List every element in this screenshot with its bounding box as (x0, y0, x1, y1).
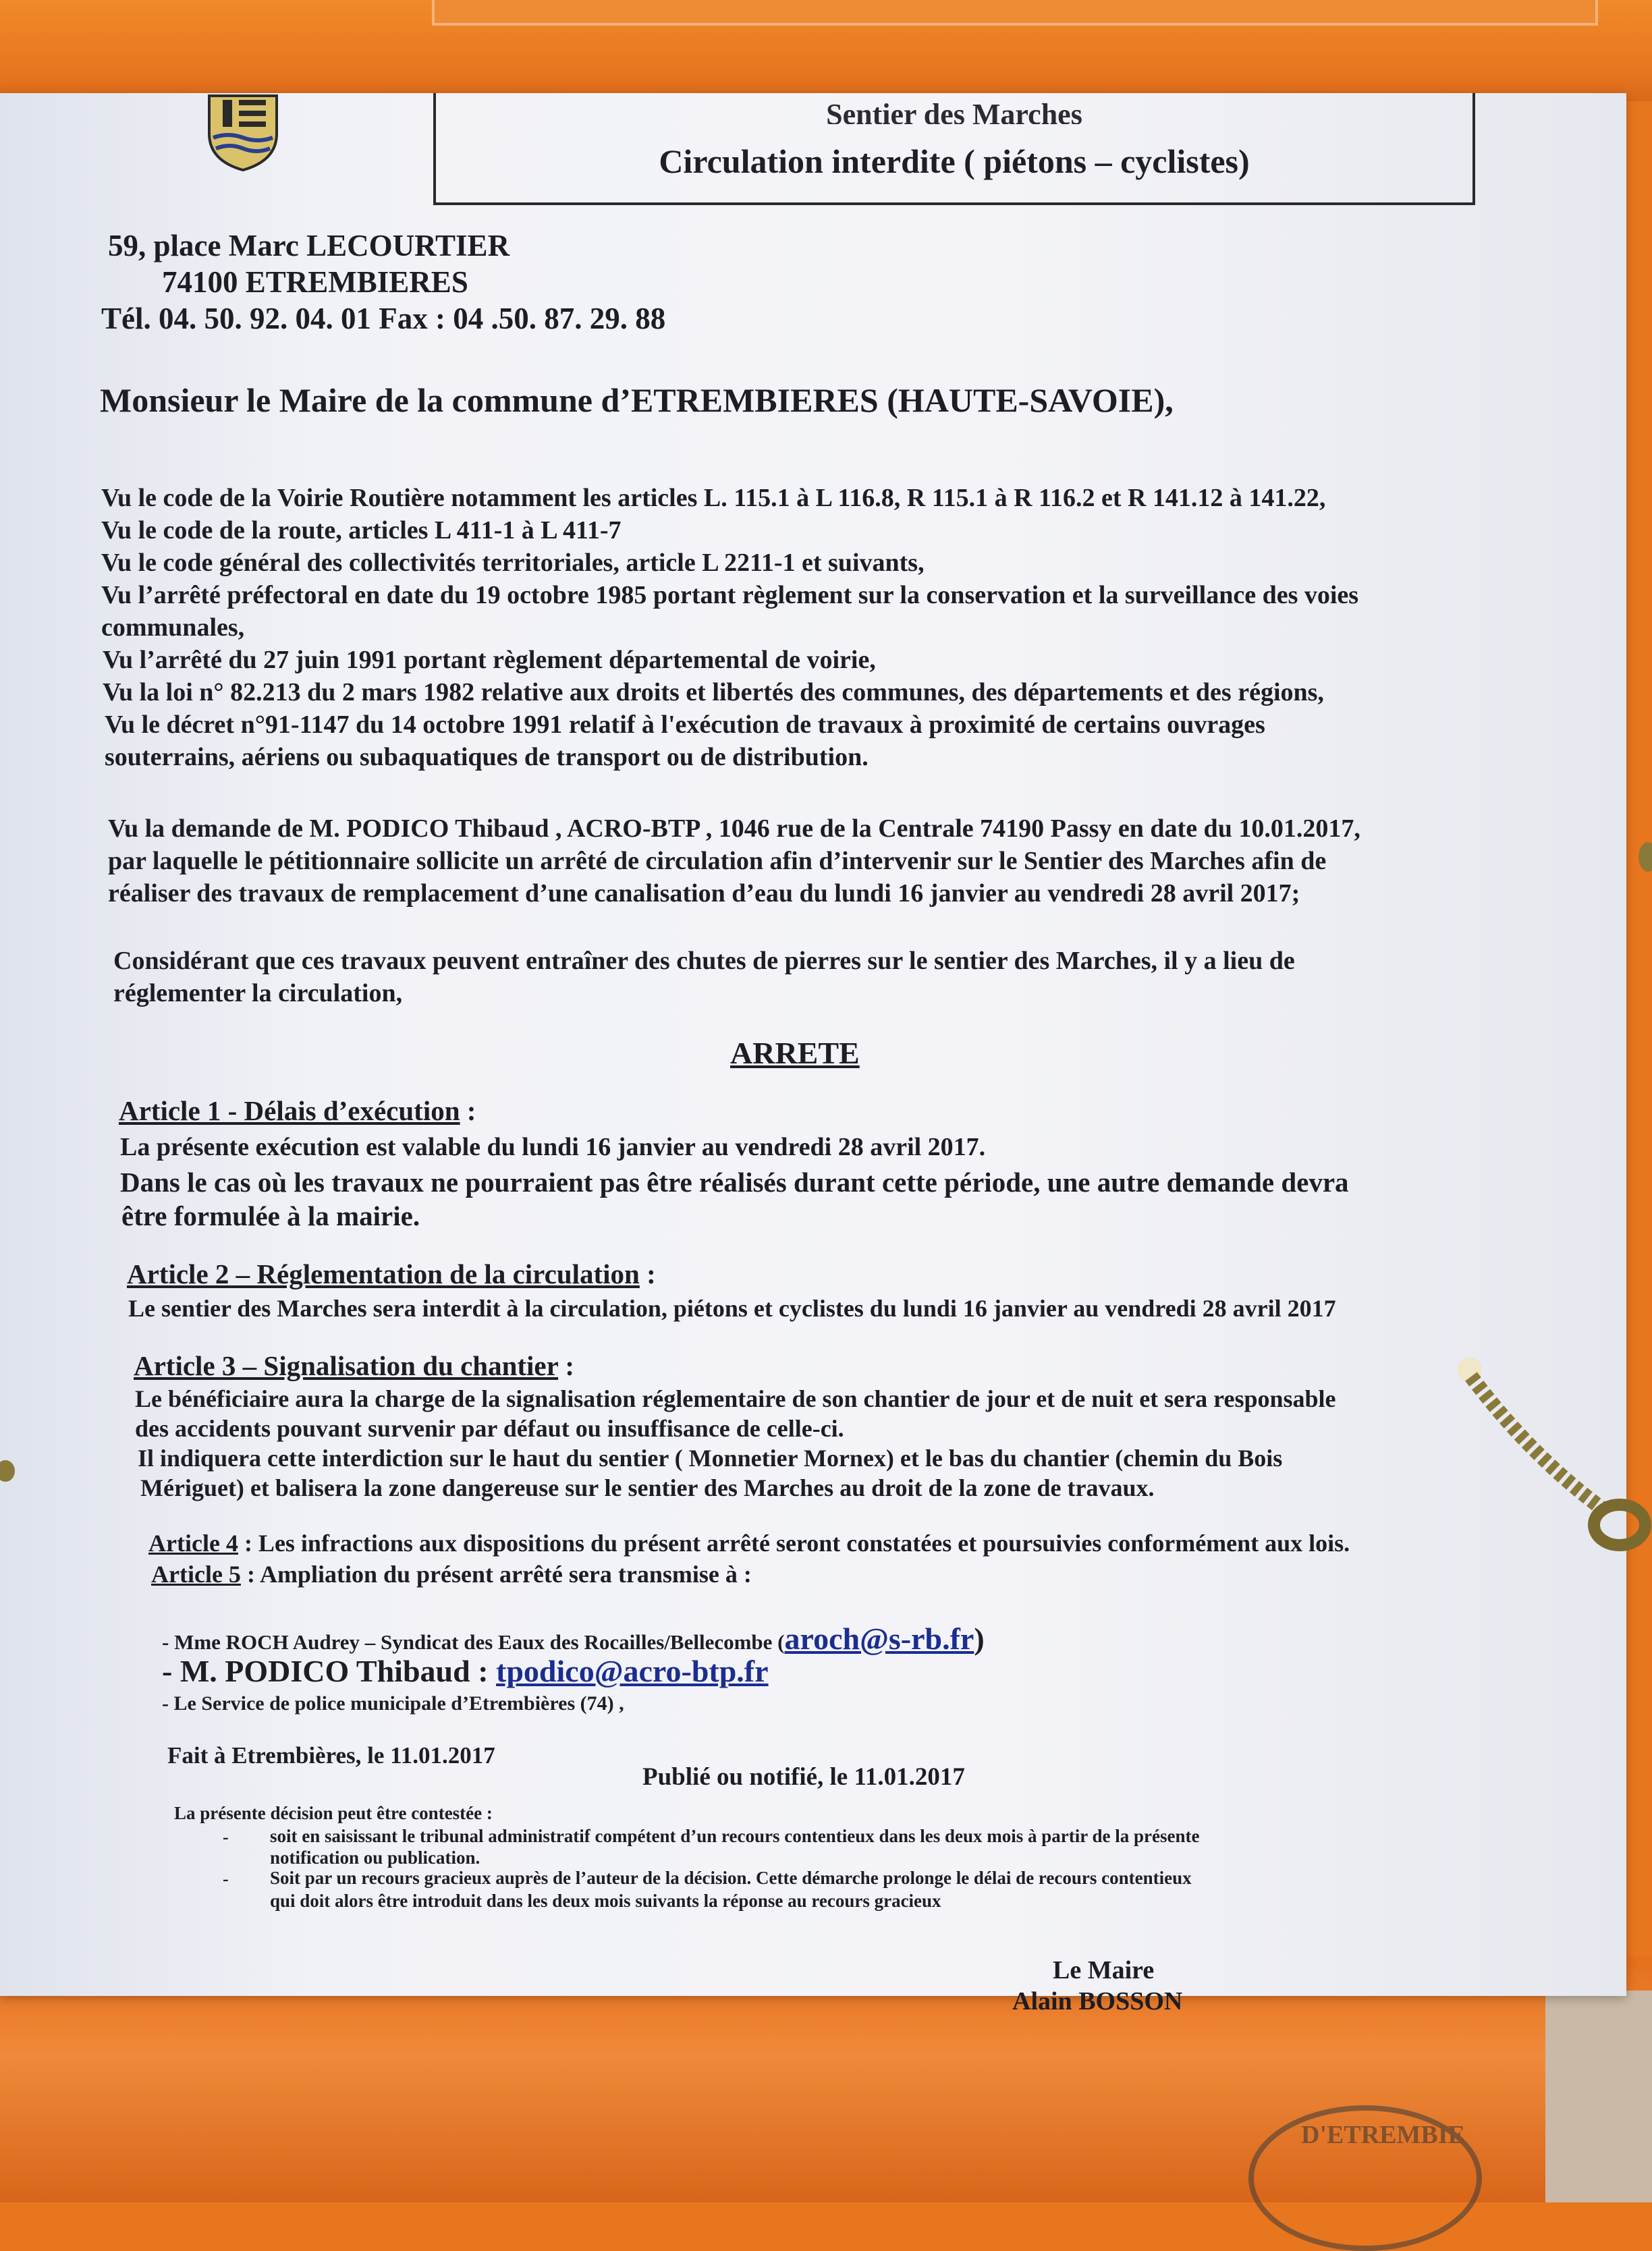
background-wall (1545, 1991, 1652, 2202)
article-3-line: Mériguet) et balisera la zone dangereuse sur le sentier des Marches au droit de la zone de travaux. (140, 1474, 1155, 1501)
article-2-heading (127, 1258, 656, 1290)
article-4-title: Article 4 (148, 1530, 238, 1557)
consideration-line: Vu l’arrêté du 27 juin 1991 portant règlement départemental de voirie, (103, 646, 876, 674)
article-3-heading (134, 1350, 574, 1382)
request-line: par laquelle le pétitionnaire sollicite un arrêté de circulation afin d’intervenir sur le Sentier des Marches afin de (108, 847, 1327, 875)
recipient-2-email-link[interactable]: tpodico@acro-btp.fr (496, 1654, 769, 1688)
title-box (433, 93, 1475, 205)
article-3-colon: : (558, 1350, 574, 1381)
appeal-item-1-line: soit en saisissant le tribunal administratif compétent d’un recours contentieux dans les deux mois à partir de la présente (270, 1826, 1200, 1846)
recipient-1 (162, 1621, 985, 1657)
consideration-line: Vu le décret n°91-1147 du 14 octobre 1991 relatif à l'exécution de travaux à proximité de certains ouvrages (105, 711, 1265, 739)
article-2-title: Article 2 – Réglementation de la circulation (127, 1258, 640, 1289)
address-street: 59, place Marc LECOURTIER (108, 229, 510, 262)
article-5-text: : Ampliation du présent arrêté sera transmise à : (240, 1561, 752, 1588)
official-seal-icon (1248, 2105, 1482, 2251)
appeal-item-1-line: notification ou publication. (270, 1847, 480, 1868)
seal-text: D'ETREMBIE (1301, 2121, 1465, 2149)
consideration-line: Vu l’arrêté préfectoral en date du 19 octobre 1985 portant règlement sur la conservation et la surveillance des voies (101, 581, 1359, 609)
article-4-text: : Les infractions aux dispositions du présent arrêté seront constatées et poursuivies conformément aux lois. (238, 1530, 1350, 1557)
done-at: Fait à Etrembières, le 11.01.2017 (167, 1742, 495, 1769)
appeal-item-2-line: Soit par un recours gracieux auprès de l’auteur de la décision. Cette démarche prolonge le délai de recours contentieux (270, 1868, 1192, 1888)
article-1-line: être formulée à la mairie. (121, 1200, 420, 1231)
appeal-intro: La présente décision peut être contestée : (174, 1803, 493, 1823)
article-5 (151, 1560, 752, 1588)
recipient-1-close: ) (974, 1621, 985, 1656)
appeal-item-2-line: qui doit alors être introduit dans les deux mois suivants la réponse au recours gracieux (270, 1891, 941, 1911)
recipient-2 (162, 1653, 769, 1689)
consideration-line: Vu le code de la route, articles L 411-1 à L 411-7 (101, 516, 622, 545)
considering-line: réglementer la circulation, (113, 979, 403, 1007)
recipient-1-text: - Mme ROCH Audrey – Syndicat des Eaux des Rocailles/Bellecombe ( (162, 1630, 785, 1654)
recipient-2-text: - M. PODICO Thibaud : (162, 1654, 497, 1688)
published-date: Publié ou notifié, le 11.01.2017 (642, 1763, 965, 1791)
mayor-heading: Monsieur le Maire de la commune d’ETREMBIERES (HAUTE-SAVOIE), (100, 381, 1174, 419)
orange-tape-top (0, 0, 1652, 101)
consideration-line: souterrains, aériens ou subaquatiques de transport ou de distribution. (105, 743, 869, 771)
article-1-title: Article 1 - Délais d’exécution (119, 1095, 460, 1126)
article-3-title: Article 3 – Signalisation du chantier (134, 1350, 559, 1381)
notice-paper (0, 93, 1626, 2016)
phone-fax: Tél. 04. 50. 92. 04. 01 Fax : 04 .50. 87. 29. 88 (101, 302, 666, 335)
article-3-line: Il indiquera cette interdiction sur le haut du sentier ( Monnetier Mornex) et le bas du chantier (chemin du Bois (138, 1445, 1283, 1472)
title-line-1: Sentier des Marches (826, 98, 1082, 124)
article-5-title: Article 5 (151, 1561, 241, 1588)
consideration-line: Vu le code de la Voirie Routière notamment les articles L. 115.1 à L 116.8, R 115.1 à R 116.2 et R 141.12 à 141.22, (101, 484, 1326, 512)
mayor-title: Le Maire (1053, 1956, 1155, 1984)
mayor-name: Alain BOSSON (1012, 1987, 1183, 2016)
article-2-line: Le sentier des Marches sera interdit à la circulation, piétons et cyclistes du lundi 16 janvier au vendredi 28 avril 2017 (128, 1295, 1336, 1322)
arrete-heading: ARRETE (730, 1036, 860, 1070)
recipient-3: - Le Service de police municipale d’Etrembières (74) , (162, 1692, 624, 1715)
article-1-line: La présente exécution est valable du lundi 16 janvier au vendredi 28 avril 2017. (120, 1133, 986, 1161)
address-city: 74100 ETREMBIERES (162, 265, 468, 299)
rope-end-icon (1633, 837, 1652, 877)
tape-strip (432, 0, 1598, 26)
considering-line: Considérant que ces travaux peuvent entraîner des chutes de pierres sur le sentier des Marches, il y a lieu de (113, 947, 1295, 975)
consideration-line: communales, (101, 613, 245, 642)
article-1-heading (119, 1094, 476, 1127)
article-3-line: Le bénéficiaire aura la charge de la signalisation réglementaire de son chantier de jour et de nuit et sera responsable (135, 1385, 1336, 1412)
article-1-line: Dans le cas où les travaux ne pourraient pas être réalisés durant cette période, une autre demande devra (120, 1167, 1349, 1198)
request-line: Vu la demande de M. PODICO Thibaud , ACRO-BTP , 1046 rue de la Centrale 74190 Passy en date du 10.01.2017, (108, 814, 1360, 843)
rope-end-icon (0, 1457, 20, 1484)
appeal-dash: - (223, 1869, 229, 1889)
article-2-colon: : (639, 1258, 656, 1289)
consideration-line: Vu la loi n° 82.213 du 2 mars 1982 relative aux droits et libertés des communes, des départements et des régions, (103, 678, 1324, 706)
rope-icon (1451, 1350, 1652, 1592)
recipient-1-email-link[interactable]: aroch@s-rb.fr (784, 1621, 974, 1656)
coat-of-arms-icon (204, 93, 282, 174)
title-line-2: Circulation interdite ( piétons – cyclistes) (659, 142, 1250, 180)
article-4 (148, 1529, 1350, 1557)
appeal-dash: - (223, 1827, 229, 1847)
article-3-line: des accidents pouvant survenir par défaut ou insuffisance de celle-ci. (135, 1415, 844, 1442)
request-line: réaliser des travaux de remplacement d’une canalisation d’eau du lundi 16 janvier au vendredi 28 avril 2017; (108, 879, 1300, 908)
consideration-line: Vu le code général des collectivités territoriales, article L 2211-1 et suivants, (101, 549, 925, 577)
article-1-colon: : (460, 1095, 476, 1126)
